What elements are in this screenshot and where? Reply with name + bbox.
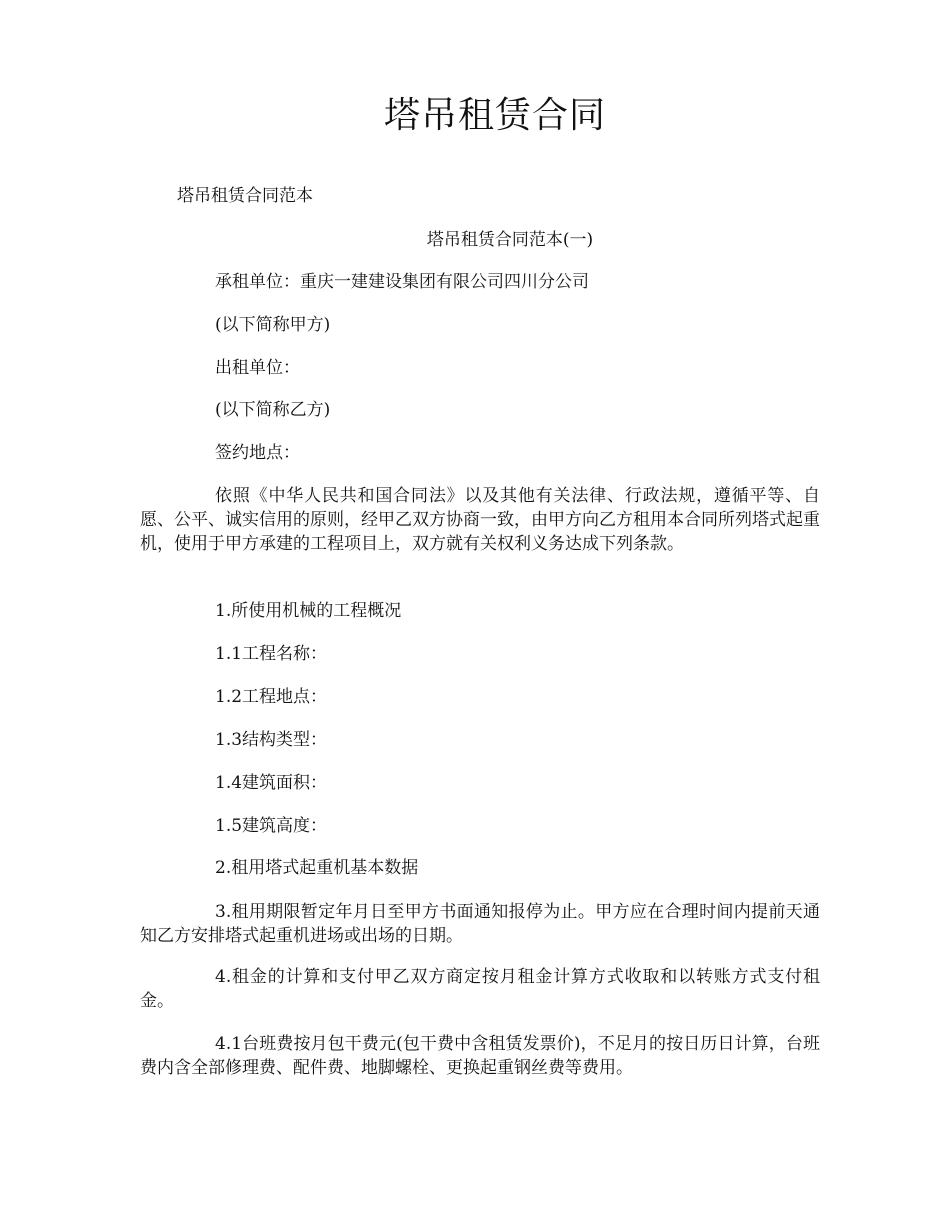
clause-1-1: 1.1工程名称：: [215, 644, 328, 664]
lessor-abbreviation: (以下简称乙方): [215, 400, 331, 420]
section-heading: 塔吊租赁合同范本(一): [426, 230, 594, 250]
lessee-abbreviation: (以下简称甲方): [215, 315, 331, 335]
document-title: 塔吊租赁合同: [383, 95, 606, 136]
document-subtitle: 塔吊租赁合同范本: [177, 186, 313, 206]
lessor-line: 出租单位：: [215, 358, 300, 378]
clause-1-5: 1.5建筑高度：: [215, 816, 328, 836]
signing-place: 签约地点：: [215, 443, 300, 463]
clause-1-2: 1.2工程地点：: [215, 687, 328, 707]
lessee-line: 承租单位：重庆一建建设集团有限公司四川分公司: [215, 272, 589, 292]
preamble-paragraph: 依照《中华人民共和国合同法》以及其他有关法律、行政法规，遵循平等、自愿、公平、诚实信用的原则，经甲乙双方协商一致，由甲方向乙方租用本合同所列塔式起重机，使用于甲方承建的工程项目上，双方就有关权利义务达成下列条款。: [140, 486, 820, 554]
clause-4-1: 4.1台班费按月包干费元(包干费中含租赁发票价)，不足月的按日历日计算，台班费内含全部修理费、配件费、地脚螺栓、更换起重钢丝费等费用。: [140, 1034, 820, 1078]
clause-1-4: 1.4建筑面积：: [215, 773, 328, 793]
clause-4: 4.租金的计算和支付甲乙双方商定按月租金计算方式收取和以转账方式支付租金。: [140, 967, 820, 1011]
clause-3: 3.租用期限暂定年月日至甲方书面通知报停为止。甲方应在合理时间内提前天通知乙方安排塔式起重机进场或出场的日期。: [140, 902, 820, 946]
clause-1-3: 1.3结构类型：: [215, 730, 328, 750]
clause-1: 1.所使用机械的工程概况: [215, 601, 402, 621]
clause-2: 2.租用塔式起重机基本数据: [215, 858, 419, 878]
